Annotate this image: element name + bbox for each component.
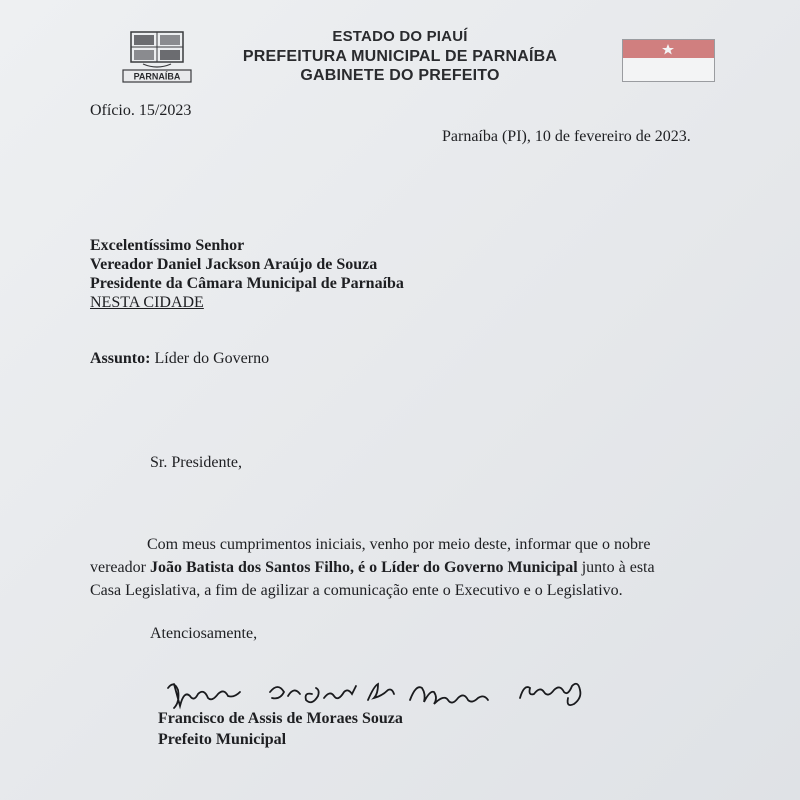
place-and-date: Parnaíba (PI), 10 de fevereiro de 2023. [442,128,691,145]
body-line-2-prefix: vereador [90,559,150,576]
closing: Atenciosamente, [150,625,258,642]
signatory-role: Prefeito Municipal [158,731,287,748]
body-line-1: Com meus cumprimentos iniciais, venho por meio deste, informar que o nobre [147,536,651,553]
nominee-name: João Batista dos Santos Filho, [149,559,355,576]
header-state: ESTADO DO PIAUÍ [332,28,468,45]
body-line-2 [90,559,655,577]
recipient-title: Presidente da Câmara Municipal de Parnaíba [90,275,404,292]
body-line-3: Casa Legislativa, a fim de agilizar a comunicação ente o Executivo e o Legislativo. [90,582,623,599]
subject-label: Assunto: [90,350,151,367]
subject-line [90,350,269,368]
signatory-name: Francisco de Assis de Moraes Souza [158,710,403,727]
body-line-2-suffix: junto à esta [577,559,655,576]
document-number: Ofício. 15/2023 [90,102,192,119]
recipient-name: Vereador Daniel Jackson Araújo de Souza [90,256,378,273]
subject-text: Líder do Governo [154,350,270,367]
body-line-2-mid: é o [354,559,382,576]
header-office: GABINETE DO PREFEITO [300,67,500,84]
recipient-location: NESTA CIDADE [90,294,204,311]
recipient-salutation: Excelentíssimo Senhor [90,237,245,254]
crest-label: PARNAÍBA [133,71,181,82]
nominee-role: Líder do Governo Municipal [381,559,578,576]
greeting: Sr. Presidente, [150,454,242,471]
header-municipality: PREFEITURA MUNICIPAL DE PARNAÍBA [242,48,558,65]
municipal-flag-icon [622,39,715,82]
